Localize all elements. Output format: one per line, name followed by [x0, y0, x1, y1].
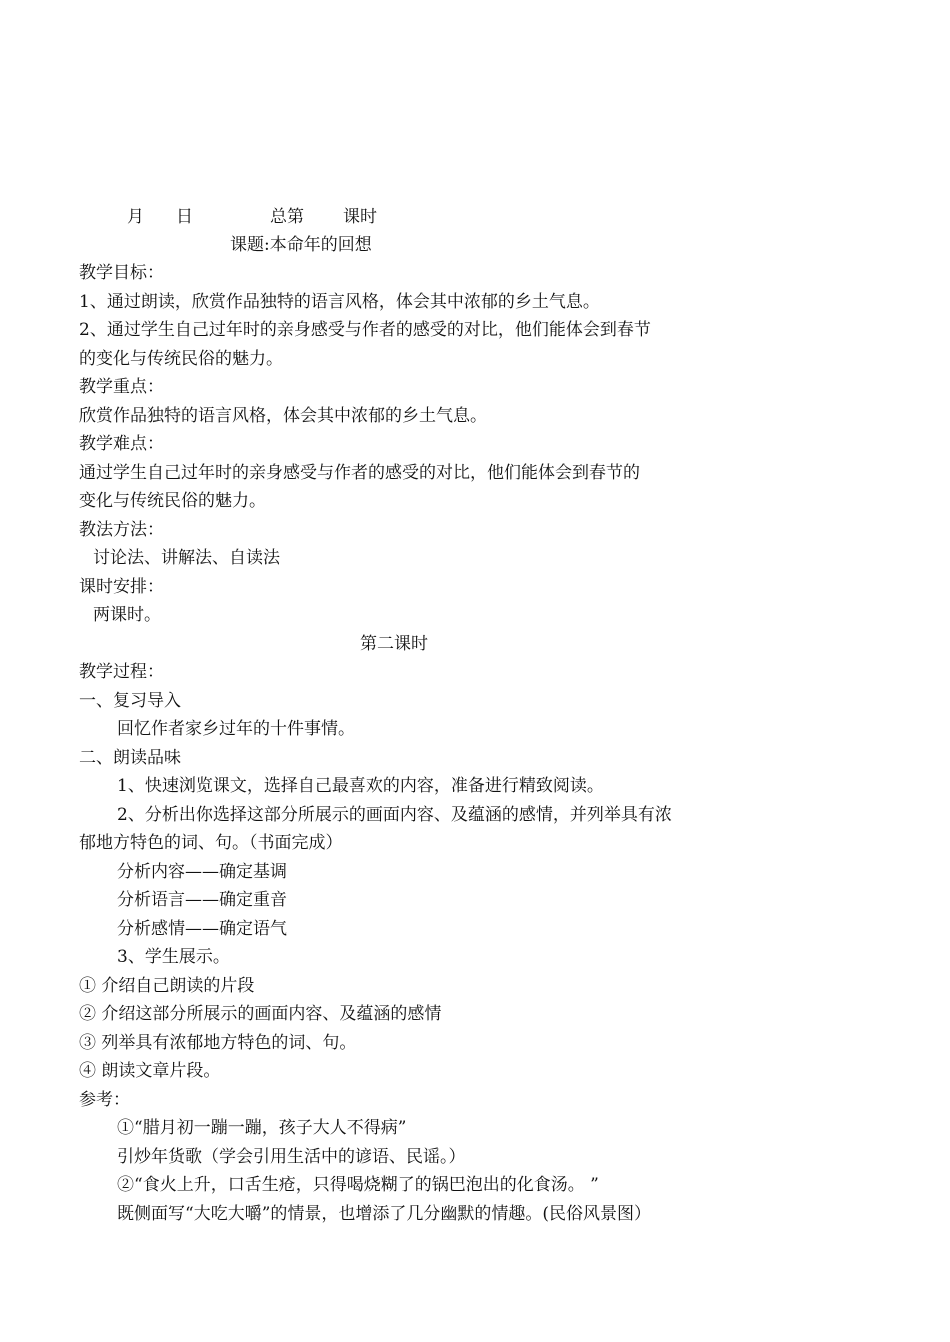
text-line: ②“食火上升，口舌生疮，只得喝烧糊了的锅巴泡出的化食汤。 ” [117, 1175, 599, 1195]
text-line: ③ 列举具有浓郁地方特色的词、句。 [79, 1033, 357, 1053]
text-line: 通过学生自己过年时的亲身感受与作者的感受的对比，他们能体会到春节的 [79, 463, 640, 483]
text-line: 回忆作者家乡过年的十件事情。 [117, 719, 355, 739]
text-line: 郁地方特色的词、句。（书面完成） [79, 833, 343, 853]
lesson-label: 课时 [343, 207, 377, 227]
text-line: 分析内容——确定基调 [117, 862, 287, 882]
text-line: 教法方法： [79, 520, 164, 540]
text-line: 1、通过朗读，欣赏作品独特的语言风格，体会其中浓郁的乡土气息。 [79, 292, 600, 312]
text-line: 1、快速浏览课文，选择自己最喜欢的内容，准备进行精致阅读。 [117, 776, 604, 796]
text-line: ①“腊月初一蹦一蹦，孩子大人不得病” [117, 1118, 407, 1138]
text-line: 欣赏作品独特的语言风格，体会其中浓郁的乡土气息。 [79, 406, 487, 426]
text-line: 变化与传统民俗的魅力。 [79, 491, 266, 511]
text-line: 讨论法、讲解法、自读法 [93, 548, 280, 568]
text-line: 2、通过学生自己过年时的亲身感受与作者的感受的对比，他们能体会到春节 [79, 320, 651, 340]
day-label: 日 [176, 207, 193, 227]
text-line: ④ 朗读文章片段。 [79, 1061, 221, 1081]
text-line: 一、复习导入 [79, 691, 181, 711]
text-line: 分析感情——确定语气 [117, 919, 287, 939]
text-line: 引炒年货歌（学会引用生活中的谚语、民谣。） [117, 1147, 466, 1167]
text-line: 教学重点： [79, 377, 164, 397]
text-line: 的变化与传统民俗的魅力。 [79, 349, 283, 369]
text-line: 既侧面写“大吃大嚼”的情景，也增添了几分幽默的情趣。(民俗风景图） [117, 1204, 652, 1224]
month-label: 月 [127, 207, 144, 227]
lesson-title: 课题:本命年的回想 [230, 235, 372, 255]
text-line: 参考： [79, 1090, 130, 1110]
text-line: 课时安排： [79, 577, 164, 597]
text-line: ② 介绍这部分所展示的画面内容、及蕴涵的感情 [79, 1004, 442, 1024]
text-line: 2、分析出你选择这部分所展示的画面内容、及蕴涵的感情，并列举具有浓 [117, 805, 672, 825]
text-line: 教学目标： [79, 263, 164, 283]
text-line: ① 介绍自己朗读的片段 [79, 976, 255, 996]
text-line: 二、朗读品味 [79, 748, 181, 768]
text-line: 教学难点： [79, 434, 164, 454]
total-label: 总第 [270, 207, 304, 227]
text-line: 3、学生展示。 [117, 947, 230, 967]
text-line: 两课时。 [93, 605, 161, 625]
section-heading: 第二课时 [360, 634, 428, 654]
text-line: 教学过程： [79, 662, 164, 682]
text-line: 分析语言——确定重音 [117, 890, 287, 910]
